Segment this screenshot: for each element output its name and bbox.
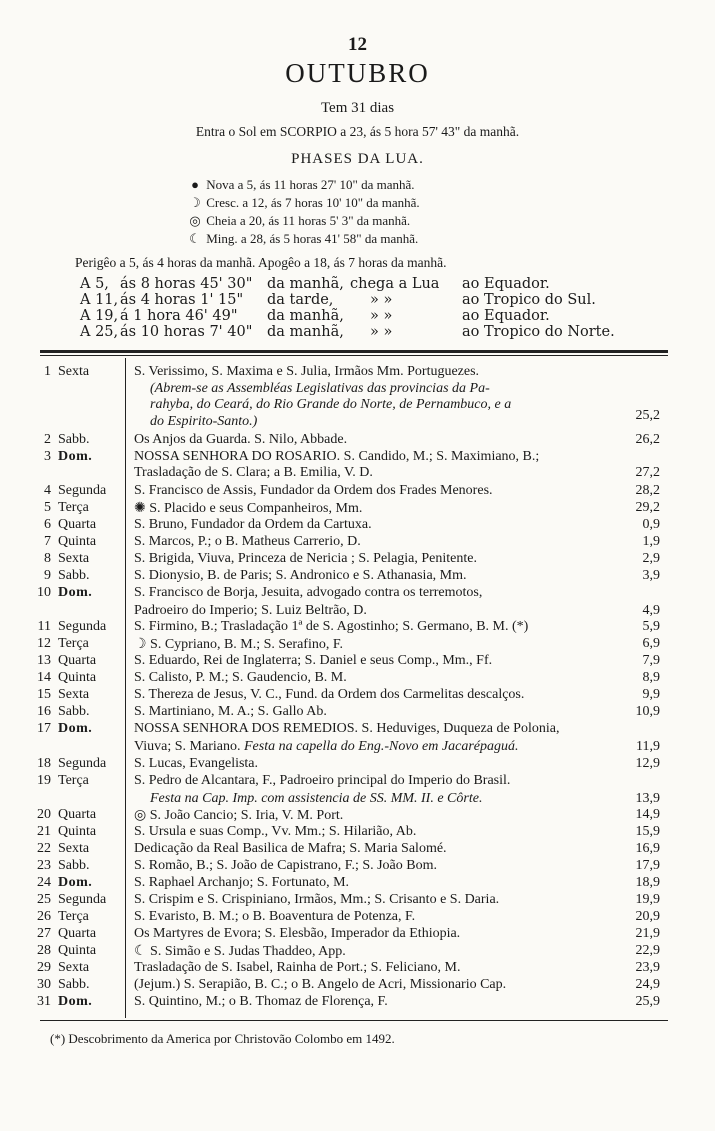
new-moon-icon: ● [191, 177, 199, 192]
first-quarter-icon: ☽ [189, 195, 201, 210]
weekday: Quarta [58, 653, 97, 668]
weekday: Sexta [58, 841, 90, 856]
saints-text: NOSSA SENHORA DOS REMEDIOS. S. Heduviges, Duqueza de Polonia, [134, 721, 560, 736]
saints-text: (Jejum.) S. Serapião, B. C.; o B. Angelo de Acri, Missionario Cap. [134, 977, 507, 992]
value-cell: 29,2 [635, 500, 660, 515]
sun-entry: Entra o Sol em SCORPIO a 23, ás 5 hora 57' 43" da manhã. [195, 124, 520, 139]
day-number: 15 [37, 687, 51, 702]
saints-text: S. Francisco de Assis, Fundador da Ordem dos Frades Menores. [134, 483, 493, 498]
day-number: 9 [44, 568, 51, 583]
weekday: Sabb. [58, 568, 90, 583]
weekday: Segunda [58, 892, 107, 907]
day-number: 6 [44, 517, 51, 532]
day-number: 8 [44, 551, 51, 566]
saints-text: Os Anjos da Guarda. S. Nilo, Abbade. [134, 432, 348, 447]
weekday: Dom. [58, 875, 93, 890]
day-number: 3 [44, 449, 51, 464]
saints-text: ✺ S. Placido e seus Companheiros, Mm. [134, 501, 363, 516]
day-number: 12 [37, 636, 51, 651]
note-line: Padroeiro do Imperio; S. Luiz Beltrão, D. [134, 603, 367, 618]
phase-text: Nova a 5, ás 11 horas 27' 10" da manhã. [206, 177, 415, 192]
day-number: 22 [37, 841, 51, 856]
value-cell: 7,9 [642, 653, 660, 668]
saints-text: S. Crispim e S. Crispiniano, Irmãos, Mm.; S. Crisanto e S. Daria. [134, 892, 500, 907]
divider [40, 350, 668, 353]
weekday: Quinta [58, 534, 97, 549]
saints-text: Os Martyres de Evora; S. Elesbão, Imperador da Ethiopia. [134, 926, 461, 941]
saints-text: NOSSA SENHORA DO ROSARIO. S. Candido, M.; S. Maximiano, B.; [134, 449, 540, 464]
day-number: 19 [37, 773, 51, 788]
divider [40, 1020, 668, 1021]
value-cell: 5,9 [642, 619, 660, 634]
saints-text: S. Thereza de Jesus, V. C., Fund. da Ordem dos Carmelitas descalços. [134, 687, 525, 702]
almanac-page: 12 OUTUBRO Tem 31 dias Entra o Sol em SCORPIO a 23, ás 5 hora 57' 43" da manhã. PHASES DA LUA. ● Nova a 5, ás 11 horas 27' 10" da manhã. ☽ Cresc. a 12, ás 7 horas 10' 10" da manhã. ◎ Cheia a 20, ás 11 horas 5' 3" da manhã. ☾ Ming. a 28, ás 5 horas 41' 58" da manhã. Perigêo a 5, ás 4 horas da manhã. Apogêo a 18, ás 7 horas da manhã. A 5, ás 8 horas 45' 30" da manhã, chega a Lua ao Equador. A 11, ás 4 horas 1' 15" da tarde, » » ao Tropico do Sul. A 19, á 1 hora 46' 49" da manhã, » » ao Equador. A 25, ás 10 horas 7' 40" da manhã, » » ao Tropico do Norte. 1 Sexta S. Verissimo, S. Maxima e S. Julia, Irmãos Mm. Portuguezes. 2 Sabb. Os Anjos da Guarda. S. Nilo, Abbade. 26,2 3 Dom. NOSSA SENHORA DO ROSARIO. S. Candido, M.; S. Maximiano, B.; 4 Segunda S. Francisco de Assis, Fundador da Ordem dos Frades Menores. 28,2 5 Terça ✺ S. Placido e seus Companheiros, Mm. 29,2 6 Quarta S. Bruno, Fundador da Ordem da Cartuxa. 0,9 7 Quinta S. Marcos, P.; o B. Matheus Carrerio, D. 1,9 8 Sexta S. Brigida, Viuva, Princeza de Nericia ; S. Pelagia, Penitente. 2,9 9 Sabb. S. Dionysio, B. de Paris; S. Andronico e S. Athanasia, Mm. 3,9 10 Dom. S. Francisco de Borja, Jesuita, advogado contra os terremotos, 11 Segunda S. Firmino, B.; Trasladação 1ª de S. Agostinho; S. Germano, B. M. (*) 5,9 12 Terça ☽ S. Cypriano, B. M.; S. Serafino, F. 6,9 13 Quarta S. Eduardo, Rei de Inglaterra; S. Daniel e seus Comp., Mm., Ff. 7,9 14 Quinta S. Calisto, P. M.; S. Gaudencio, B. M. 8,9 15 Sexta S. Thereza de Jesus, V. C., Fund. da Ordem dos Carmelitas descalços. 9,9 16 Sabb. S. Martiniano, M. A.; S. Gallo Ab. 10,9 17 Dom. NOSSA SENHORA DOS REMEDIOS. S. Heduviges, Duqueza de Polonia, 18 Segunda S. Lucas, Evangelista. 12,9 19 Terça S. Pedro de Alcantara, F., Padroeiro principal do Imperio do Brasil. 20 Quarta ◎ S. João Cancio; S. Iria, V. M. Port. 14,9 21 Quinta S. Ursula e suas Comp., Vv. Mm.; S. Hilarião, Ab. 15,9 22 Sexta Dedicação da Real Basilica de Mafra; S. Maria Salomé. 16,9 23 Sabb. S. Romão, B.; S. João de Capistrano, F.; S. João Bom. 17,9 24 Dom. S. Raphael Archanjo; S. Fortunato, M. 18,9 25 Segunda S. Crispim e S. Crispiniano, Irmãos, Mm.; S. Crisanto e S. Daria. 19,9 26 Terça S. Evaristo, B. M.; o B. Boaventura de Potenza, F. 20,9 27 Quarta Os Martyres de Evora; S. Elesbão, Imperador da Ethiopia. 21,9 28 Quinta ☾ S. Simão e S. Judas Thaddeo, App. 22,9 29 Sexta Trasladação de S. Isabel, Rainha de Port.; S. Feliciano, M. 23,9 30 Sabb. (Jejum.) S. Serapião, B. C.; o B. Angelo de Acri, Missionario Cap. 24,9 31 Dom. S. Quintino, M.; o B. Thomaz de Florença, F. 25,9 (Abrem-se as Assembléas Legislativas das provincias da Pa- rahyba, do Ceará, do Rio Grande do Norte, de Pernambuco, e a do Espirito-Santo.) 25,2 Trasladação de S. Clara; a B. Emilia, V. D. 27,2 Padroeiro do Imperio; S. Luiz Beltrão, D. 4,9 Viuva; S. Mariano. Festa na capella do Eng.-Novo em Jacarépaguá. 11,9 Festa na Cap. Imp. com assistencia de SS. MM. II. e Côrte. 13,9 (*) Descobrimento da America por Christovão Colombo em 1492. [0, 0, 715, 1131]
saints-text: S. Quintino, M.; o B. Thomaz de Florença, F. [134, 994, 388, 1009]
month-title: OUTUBRO [285, 58, 430, 88]
saints-text: S. Verissimo, S. Maxima e S. Julia, Irmãos Mm. Portuguezes. [134, 364, 480, 379]
weekday: Sabb. [58, 858, 90, 873]
saints-text: S. Eduardo, Rei de Inglaterra; S. Daniel e seus Comp., Mm., Ff. [134, 653, 493, 668]
column-divider [125, 358, 126, 1018]
saints-text: S. Marcos, P.; o B. Matheus Carrerio, D. [134, 534, 361, 549]
note-line: (Abrem-se as Assembléas Legislativas das provincias da Pa- [150, 381, 490, 396]
saints-text: ☾ S. Simão e S. Judas Thaddeo, App. [134, 944, 346, 959]
weekday: Quarta [58, 517, 97, 532]
phase-line [187, 177, 415, 193]
saints-text: S. Pedro de Alcantara, F., Padroeiro principal do Imperio do Brasil. [134, 773, 511, 788]
day-number: 1 [44, 364, 51, 379]
value-cell: 24,9 [635, 977, 660, 992]
weekday: Segunda [58, 483, 107, 498]
saints-text: S. Evaristo, B. M.; o B. Boaventura de Potenza, F. [134, 909, 416, 924]
day-number: 26 [37, 909, 51, 924]
weekday: Sabb. [58, 977, 90, 992]
weekday: Dom. [58, 721, 93, 736]
value-cell: 15,9 [635, 824, 660, 839]
value-cell: 1,9 [642, 534, 660, 549]
phases-title: PHASES DA LUA. [291, 151, 424, 167]
day-number: 11 [37, 619, 51, 634]
weekday: Quarta [58, 807, 97, 822]
weekday: Segunda [58, 619, 107, 634]
weekday: Sexta [58, 687, 90, 702]
day-number: 25 [37, 892, 51, 907]
value-cell: 14,9 [635, 807, 660, 822]
saints-text: S. Ursula e suas Comp., Vv. Mm.; S. Hilarião, Ab. [134, 824, 417, 839]
value-cell: 17,9 [635, 858, 660, 873]
weekday: Terça [58, 909, 89, 924]
value-cell: 19,9 [635, 892, 660, 907]
value-cell: 9,9 [642, 687, 660, 702]
value-cell: 0,9 [642, 517, 660, 532]
day-number: 21 [37, 824, 51, 839]
day-number: 17 [37, 721, 51, 736]
value-cell: 28,2 [635, 483, 660, 498]
day-number: 28 [37, 943, 51, 958]
saints-text: S. Dionysio, B. de Paris; S. Andronico e S. Athanasia, Mm. [134, 568, 467, 583]
value-cell: 12,9 [635, 756, 660, 771]
day-number: 23 [37, 858, 51, 873]
saints-text: Dedicação da Real Basilica de Mafra; S. Maria Salomé. [134, 841, 447, 856]
value-cell: 3,9 [642, 568, 660, 583]
divider [40, 355, 668, 356]
saints-text: S. Lucas, Evangelista. [134, 756, 259, 771]
day-number: 20 [37, 807, 51, 822]
phase-text: Ming. a 28, ás 5 horas 41' 58" da manhã. [206, 231, 419, 246]
saints-text: S. Martiniano, M. A.; S. Gallo Ab. [134, 704, 327, 719]
saints-text: S. Francisco de Borja, Jesuita, advogado contra os terremotos, [134, 585, 483, 600]
weekday: Dom. [58, 994, 93, 1009]
day-number: 13 [37, 653, 51, 668]
day-number: 31 [37, 994, 51, 1009]
note-line: Viuva; S. Mariano. Festa na capella do Eng.-Novo em Jacarépaguá. [134, 739, 519, 754]
note-line: rahyba, do Ceará, do Rio Grande do Norte, de Pernambuco, e a [150, 397, 512, 412]
value-cell: 10,9 [635, 704, 660, 719]
phase-text: Cheia a 20, ás 11 horas 5' 3" da manhã. [206, 213, 411, 228]
phase-line [187, 213, 410, 229]
phase-line [187, 195, 420, 211]
value-cell: 21,9 [635, 926, 660, 941]
phase-line [187, 231, 418, 247]
saints-text: S. Firmino, B.; Trasladação 1ª de S. Agostinho; S. Germano, B. M. (*) [134, 619, 529, 634]
weekday: Sabb. [58, 432, 90, 447]
day-number: 7 [44, 534, 51, 549]
saints-text: S. Brigida, Viuva, Princeza de Nericia ; S. Pelagia, Penitente. [134, 551, 477, 566]
day-number: 2 [44, 432, 51, 447]
day-number: 18 [37, 756, 51, 771]
note-line: Trasladação de S. Clara; a B. Emilia, V. D. [134, 465, 373, 480]
phase-text: Cresc. a 12, ás 7 horas 10' 10" da manhã. [206, 195, 420, 210]
saints-text: S. Bruno, Fundador da Ordem da Cartuxa. [134, 517, 372, 532]
day-number: 16 [37, 704, 51, 719]
weekday: Sexta [58, 551, 90, 566]
weekday: Quinta [58, 824, 97, 839]
weekday: Dom. [58, 449, 93, 464]
weekday: Segunda [58, 756, 107, 771]
weekday: Sexta [58, 364, 90, 379]
days-count: Tem 31 dias [320, 100, 395, 116]
saints-text: S. Calisto, P. M.; S. Gaudencio, B. M. [134, 670, 347, 685]
page-number: 12 [348, 34, 367, 55]
day-number: 4 [44, 483, 51, 498]
day-number: 5 [44, 500, 51, 515]
day-number: 10 [37, 585, 51, 600]
weekday: Sabb. [58, 704, 90, 719]
day-number: 29 [37, 960, 51, 975]
value-cell: 16,9 [635, 841, 660, 856]
day-number: 30 [37, 977, 51, 992]
saints-text: ☽ S. Cypriano, B. M.; S. Serafino, F. [134, 637, 343, 652]
footnote: (*) Descobrimento da America por Christovão Colombo em 1492. [50, 1031, 395, 1046]
weekday: Quinta [58, 670, 97, 685]
saints-text: ◎ S. João Cancio; S. Iria, V. M. Port. [134, 808, 344, 823]
full-moon-icon: ◎ [189, 213, 201, 228]
perigee-apogee: Perigêo a 5, ás 4 horas da manhã. Apogêo a 18, ás 7 horas da manhã. [75, 255, 447, 270]
saints-text: Trasladação de S. Isabel, Rainha de Port.; S. Feliciano, M. [134, 960, 461, 975]
weekday: Quinta [58, 943, 97, 958]
weekday: Dom. [58, 585, 93, 600]
day-number: 27 [37, 926, 51, 941]
value-cell: 8,9 [642, 670, 660, 685]
weekday: Quarta [58, 926, 97, 941]
saints-text: S. Raphael Archanjo; S. Fortunato, M. [134, 875, 350, 890]
value-cell: 25,9 [635, 994, 660, 1009]
weekday: Sexta [58, 960, 90, 975]
value-cell: 20,9 [635, 909, 660, 924]
day-number: 24 [37, 875, 51, 890]
weekday: Terça [58, 500, 89, 515]
weekday: Terça [58, 773, 89, 788]
value-cell: 6,9 [642, 636, 660, 651]
weekday: Terça [58, 636, 89, 651]
note-line: do Espirito-Santo.) [150, 414, 258, 429]
note-line: Festa na Cap. Imp. com assistencia de SS. MM. II. e Côrte. [150, 791, 483, 806]
value-cell: 18,9 [635, 875, 660, 890]
value-cell: 23,9 [635, 960, 660, 975]
value-cell: 2,9 [642, 551, 660, 566]
day-number: 14 [37, 670, 51, 685]
value-cell: 22,9 [635, 943, 660, 958]
saints-text: S. Romão, B.; S. João de Capistrano, F.; S. João Bom. [134, 858, 438, 873]
last-quarter-icon: ☾ [189, 231, 201, 246]
value-cell: 26,2 [635, 432, 660, 447]
